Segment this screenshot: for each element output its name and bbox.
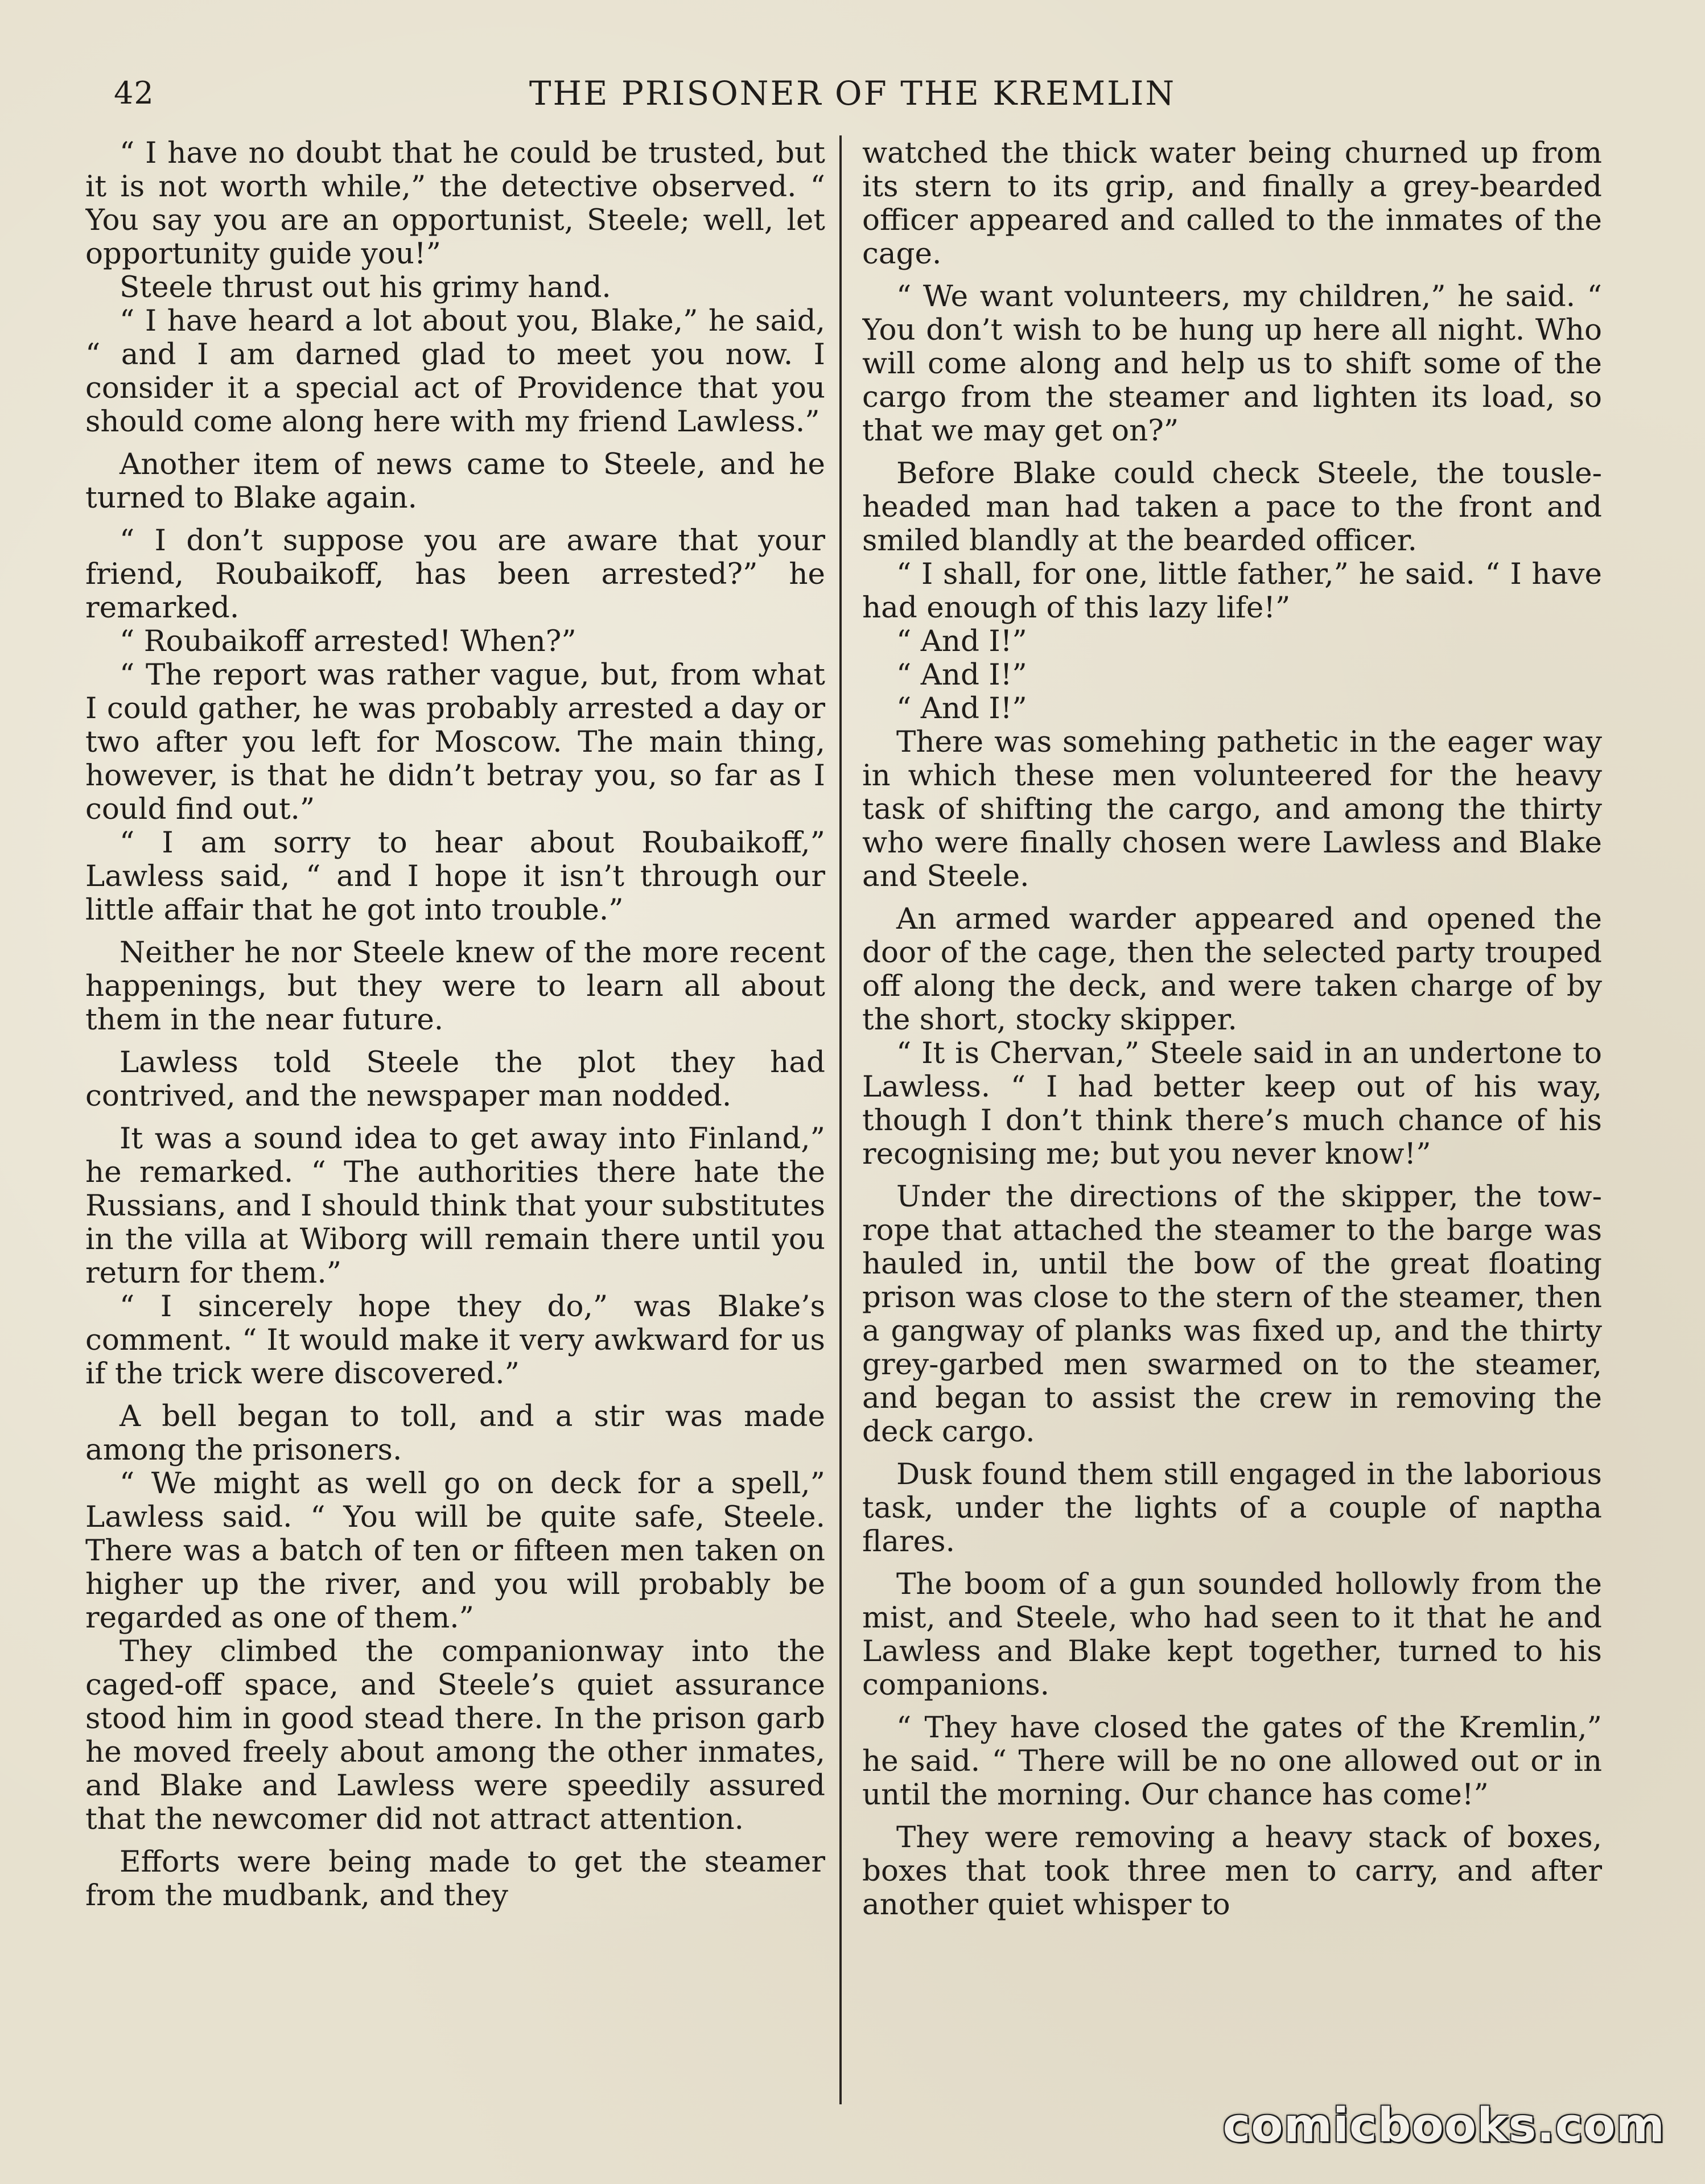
paragraph: Before Blake could check Steele, the tousle-headed man had taken a pace to the front and smiled blandly at the bearded officer. [862,456,1602,558]
paragraph: Another item of news came to Steele, and he turned to Blake again. [85,447,825,515]
paragraph: The boom of a gun sounded hollowly from the mist, and Steele, who had seen to it that he and Lawless and Blake kept together, turned to his companions. [862,1567,1602,1702]
paragraph: “ The report was rather vague, but, from what I could gather, he was probably arrested a day or two after you left for Moscow. The main thing, however, is that he didn’t betray you, so far as I could find out.” [85,658,825,826]
paragraph: There was somehing pathetic in the eager way in which these men volunteered for the heavy task of shifting the cargo, and among the thirty who were finally chosen were Lawless and Blake and Steele. [862,725,1602,893]
paragraph: Dusk found them still engaged in the laborious task, under the lights of a couple of naptha flares. [862,1457,1602,1559]
paragraph: “ We want volunteers, my children,” he said. “ You don’t wish to be hung up here all night. Who will come along and help us to shift some of the cargo from the steamer and lighten its load, so that we may get on?” [862,279,1602,448]
paragraph: “ And I!” [896,624,1027,658]
paragraph: “ I have heard a lot about you, Blake,” he said, “ and I am darned glad to meet you now. I consider it a special act of Providence that you should come along here with my friend Lawless.” [85,304,825,439]
running-head: THE PRISONER OF THE KREMLIN [529,74,1176,113]
paragraph: An armed warder appeared and opened the door of the cage, then the selected party trouped off along the deck, and were taken charge of by the short, stocky skipper. [862,902,1602,1037]
paragraph: “ And I!” [896,691,1027,726]
paragraph: A bell began to toll, and a stir was made among the prisoners. [85,1399,825,1467]
watermark: comicbooks.com [1222,2099,1665,2153]
paragraph: “ And I!” [896,658,1027,692]
paragraph: “ It is Chervan,” Steele said in an undertone to Lawless. “ I had better keep out of his way, though I don’t think there’s much chance of his recognising me; but you never know!” [862,1036,1602,1171]
paragraph: “ I don’t suppose you are aware that your friend, Roubaikoff, has been arrested?” he remarked. [85,524,825,625]
paragraph: Efforts were being made to get the steamer from the mudbank, and they [85,1845,825,1913]
paragraph: They climbed the companionway into the caged-off space, and Steele’s quiet assurance stood him in good stead there. In the prison garb he moved freely about among the other inmates, and Blake and Lawless were speedily assured that the newcomer did not attract attention. [85,1634,825,1836]
paragraph: “ We might as well go on deck for a spell,” Lawless said. “ You will be quite safe, Steele. There was a batch of ten or fifteen men taken on higher up the river, and you will probably be regarded as one of them.” [85,1466,825,1635]
left-column [85,137,825,2134]
paragraph: Under the directions of the skipper, the tow-rope that attached the steamer to the barge was hauled in, until the bow of the great floating prison was close to the stern of the steamer, then a gangway of planks was fixed up, and the thirty grey-garbed men swarmed on to the steamer, and began to assist the crew in removing the deck cargo. [862,1180,1602,1449]
right-column [862,137,1602,2134]
paragraph: “ They have closed the gates of the Kremlin,” he said. “ There will be no one allowed out or in until the morning. Our chance has come!” [862,1711,1602,1812]
paragraph: They were removing a heavy stack of boxes, boxes that took three men to carry, and after another quiet whisper to [862,1820,1602,1922]
paragraph: “ I shall, for one, little father,” he said. “ I have had enough of this lazy life!” [862,557,1602,625]
page-number: 42 [114,75,154,111]
paragraph: “ I sincerely hope they do,” was Blake’s comment. “ It would make it very awkward for us if the trick were discovered.” [85,1289,825,1391]
paragraph: “ I am sorry to hear about Roubaikoff,” Lawless said, “ and I hope it isn’t through our little affair that he got into trouble.” [85,826,825,927]
paragraph: “ Roubaikoff arrested! When?” [120,624,576,658]
paragraph: It was a sound idea to get away into Finland,” he remarked. “ The authorities there hate the Russians, and I should think that your substitutes in the villa at Wiborg will remain there until you return for them.” [85,1122,825,1290]
paragraph: Neither he nor Steele knew of the more recent happenings, but they were to learn all about them in the near future. [85,936,825,1037]
paragraph: watched the thick water being churned up from its stern to its grip, and finally a grey-bearded officer appeared and called to the inmates of the cage. [862,137,1602,271]
paragraph: “ I have no doubt that he could be trusted, but it is not worth while,” the detective observed. “ You say you are an opportunist, Steele; well, let opportunity guide you!” [85,137,825,271]
column-divider [839,135,842,2104]
paragraph: Steele thrust out his grimy hand. [120,270,611,304]
paragraph: Lawless told Steele the plot they had contrived, and the newspaper man nodded. [85,1045,825,1113]
